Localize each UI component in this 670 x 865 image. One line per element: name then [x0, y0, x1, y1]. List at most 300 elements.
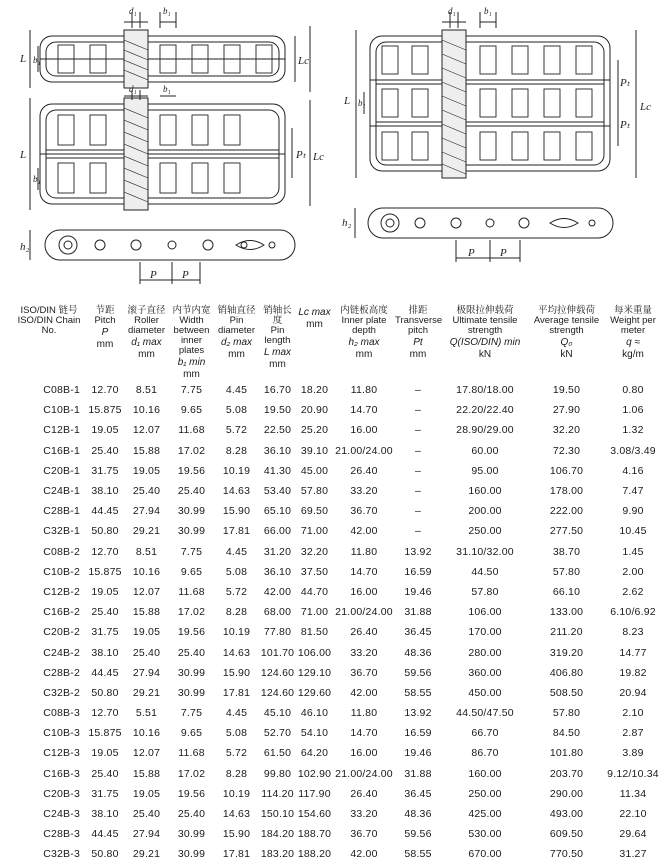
table-cell: 30.99 — [177, 505, 206, 518]
dim-label-Pt: Pₜ — [296, 149, 306, 161]
table-cell: 9.90 — [622, 505, 644, 518]
table-cell: 11.34 — [619, 787, 647, 800]
table-cell: 129.60 — [297, 686, 332, 699]
table-row — [12, 703, 662, 723]
table-cell: 319.20 — [549, 646, 584, 659]
table-row — [12, 642, 662, 662]
table-cell: 19.05 — [132, 464, 161, 477]
table-cell: 44.50 — [471, 565, 499, 578]
column-header-sym: P — [101, 327, 109, 338]
table-cell: – — [414, 525, 422, 538]
table-cell: 21.00/24.00 — [335, 444, 393, 457]
table-cell: 69.50 — [300, 505, 329, 518]
column-header-unit: mm — [269, 359, 286, 370]
table-cell: 5.08 — [225, 727, 248, 740]
table-cell: 7.75 — [180, 707, 203, 720]
header-row — [12, 306, 662, 380]
table-cell: 57.80 — [300, 485, 329, 498]
table-cell: 16.59 — [404, 565, 432, 578]
table-cell: 8.28 — [225, 606, 248, 619]
table-cell: 64.20 — [300, 747, 329, 760]
chain-number-cell: C28B-1 — [43, 505, 80, 518]
table-cell: 38.10 — [91, 808, 119, 821]
table-cell: 2.10 — [622, 707, 644, 720]
table-cell: 22.10 — [619, 808, 647, 821]
table-cell: 44.70 — [300, 585, 329, 598]
column-header-sym: d₁ max — [131, 337, 162, 348]
table-cell: 15.875 — [88, 404, 122, 417]
chain-number-cell: C16B-3 — [43, 767, 80, 780]
dim-label-P-2: P — [182, 269, 189, 281]
chain-number-cell: C08B-3 — [43, 707, 80, 720]
table-cell: 508.50 — [549, 686, 584, 699]
table-cell: 27.94 — [132, 505, 161, 518]
table-cell: 66.10 — [552, 585, 581, 598]
table-row — [12, 521, 662, 541]
table-cell: 31.88 — [404, 606, 432, 619]
table-row — [12, 380, 662, 400]
table-cell: 178.00 — [549, 485, 584, 498]
table-cell: 609.50 — [549, 828, 584, 841]
table-row — [12, 602, 662, 622]
table-header — [12, 306, 662, 380]
table-cell: 7.47 — [622, 485, 644, 498]
table-cell: 14.63 — [222, 646, 251, 659]
table-cell: 770.50 — [549, 848, 584, 861]
table-cell: 493.00 — [549, 808, 584, 821]
table-cell: 4.45 — [225, 545, 248, 558]
table-cell: 160.00 — [468, 767, 502, 780]
table-cell: 1.45 — [622, 545, 644, 558]
column-header-2 — [124, 306, 169, 380]
column-header-en: Inner plate depth — [341, 315, 387, 336]
table-cell: 3.08/3.49 — [610, 444, 656, 457]
chain-number-cell: C20B-1 — [43, 464, 80, 477]
column-header-en: ISO/DIN Chain No. — [17, 315, 81, 336]
table-cell: 12.07 — [132, 585, 161, 598]
table-cell: 31.88 — [404, 767, 432, 780]
table-row — [12, 764, 662, 784]
table-cell: 19.05 — [91, 747, 119, 760]
dim-label-L-duplex: L — [20, 149, 27, 161]
table-cell: 41.30 — [263, 464, 292, 477]
column-header-unit: mm — [409, 349, 427, 360]
table-cell: 45.00 — [300, 464, 329, 477]
column-header-cn: 销轴直径 — [217, 305, 256, 316]
table-cell: 8.51 — [135, 545, 158, 558]
column-header-en: Pin diameter — [218, 315, 255, 336]
column-header-unit: mm — [183, 369, 200, 380]
column-header-en: Pin length — [264, 325, 291, 346]
table-row — [12, 804, 662, 824]
column-header-5 — [259, 306, 296, 380]
table-cell: 12.07 — [132, 747, 161, 760]
table-cell: 250.00 — [468, 787, 502, 800]
table-cell: 38.70 — [552, 545, 581, 558]
table-cell: 15.90 — [222, 666, 251, 679]
table-cell: 61.50 — [263, 747, 292, 760]
table-cell: 9.65 — [180, 727, 203, 740]
table-cell: 124.60 — [260, 666, 295, 679]
dim-label-d1-triplex: d₁ — [448, 6, 456, 16]
dim-label-b1-triplex-top: b₁ — [484, 6, 492, 16]
table-cell: 36.70 — [350, 828, 378, 841]
table-cell: 170.00 — [468, 626, 502, 639]
dim-label-Pt-2: Pₜ — [620, 119, 630, 131]
table-cell: 44.50/47.50 — [456, 707, 514, 720]
chain-number-cell: C32B-1 — [43, 525, 80, 538]
dim-label-b1-triplex: b₁ — [358, 98, 366, 108]
column-header-en: Pitch — [94, 315, 116, 326]
table-cell: 19.05 — [132, 626, 161, 639]
dim-label-b1: b₁ — [33, 55, 41, 65]
table-cell: 11.80 — [350, 545, 378, 558]
table-cell: 10.45 — [619, 525, 647, 538]
table-cell: 102.90 — [297, 767, 332, 780]
table-cell: 27.94 — [132, 666, 161, 679]
table-cell: 0.80 — [622, 384, 644, 397]
chain-number-cell: C10B-1 — [43, 404, 80, 417]
table-row — [12, 420, 662, 440]
table-cell: 9.12/10.34 — [607, 767, 659, 780]
table-cell: 58.55 — [404, 848, 432, 861]
table-cell: 154.60 — [297, 808, 332, 821]
table-cell: 71.00 — [300, 525, 329, 538]
column-header-sym: Q₀ — [560, 337, 573, 348]
table-cell: 114.20 — [261, 787, 294, 800]
table-cell: 16.00 — [350, 585, 378, 598]
table-cell: 14.70 — [350, 565, 378, 578]
table-cell: 29.64 — [619, 828, 647, 841]
table-cell: 10.16 — [132, 727, 161, 740]
table-cell: 54.10 — [300, 727, 329, 740]
column-header-cn: 每米重量 — [613, 305, 652, 316]
table-cell: 30.99 — [177, 848, 206, 861]
dim-label-L-triplex: L — [344, 95, 351, 107]
dim-label-P-triplex: P — [468, 247, 475, 259]
chain-number-cell: C16B-2 — [43, 606, 80, 619]
table-cell: 106.70 — [549, 464, 584, 477]
table-row — [12, 562, 662, 582]
column-header-sym: d₂ max — [220, 337, 253, 348]
column-header-en: Weight per meter — [610, 315, 656, 336]
table-cell: 17.02 — [177, 606, 206, 619]
table-cell: – — [414, 464, 422, 477]
dim-label-b1-duplex: b₁ — [33, 174, 41, 184]
table-cell: 39.10 — [300, 444, 329, 457]
table-cell: 29.21 — [132, 848, 161, 861]
table-cell: 183.20 — [260, 848, 295, 861]
table-cell: 99.80 — [263, 767, 292, 780]
table-cell: 36.45 — [404, 787, 432, 800]
column-header-sym: q ≈ — [626, 337, 640, 348]
table-cell: 36.70 — [350, 505, 378, 518]
table-cell: 30.99 — [177, 666, 206, 679]
table-cell: 31.27 — [619, 848, 647, 861]
table-cell: 37.50 — [300, 565, 329, 578]
table-cell: 3.89 — [622, 747, 644, 760]
table-cell: 66.70 — [471, 727, 499, 740]
dim-label-Lc-triplex: Lc — [640, 101, 651, 113]
table-cell: 60.00 — [471, 444, 499, 457]
column-header-unit: kN — [560, 349, 573, 360]
table-cell: 59.56 — [404, 666, 432, 679]
table-cell: 22.20/22.40 — [456, 404, 514, 417]
table-cell: 5.08 — [225, 565, 248, 578]
table-cell: 10.19 — [222, 464, 251, 477]
table-cell: 65.10 — [263, 505, 292, 518]
table-cell: 14.63 — [222, 485, 251, 498]
table-cell: 20.94 — [619, 686, 647, 699]
table-row — [12, 784, 662, 804]
table-cell: 15.88 — [132, 767, 161, 780]
table-cell: 222.00 — [549, 505, 584, 518]
table-cell: – — [414, 444, 422, 457]
table-cell: 530.00 — [468, 828, 502, 841]
table-cell: 5.51 — [135, 707, 158, 720]
column-header-4 — [214, 306, 259, 380]
table-cell: 670.00 — [468, 848, 502, 861]
table-cell: 203.70 — [549, 767, 584, 780]
table-cell: 31.75 — [91, 787, 119, 800]
table-cell: 106.00 — [297, 646, 332, 659]
table-cell: 11.68 — [178, 424, 205, 437]
column-header-1 — [86, 306, 124, 380]
table-cell: 77.80 — [263, 626, 292, 639]
table-cell: 5.72 — [225, 585, 248, 598]
table-cell: 16.70 — [263, 384, 292, 397]
table-cell: 12.07 — [132, 424, 161, 437]
column-header-cn: 内节内宽 — [172, 305, 211, 316]
table-cell: 360.00 — [468, 666, 502, 679]
chain-number-cell: C12B-2 — [43, 585, 80, 598]
duplex-chain-top-view — [30, 90, 310, 210]
table-cell: 25.40 — [91, 767, 119, 780]
table-cell: 150.10 — [260, 808, 295, 821]
chain-number-cell: C24B-1 — [43, 485, 80, 498]
table-cell: 25.40 — [132, 485, 161, 498]
table-cell: 31.20 — [263, 545, 292, 558]
table-cell: 7.75 — [180, 384, 203, 397]
simplex-chain-top-view — [30, 12, 310, 92]
table-cell: 184.20 — [260, 828, 295, 841]
chain-number-cell: C10B-2 — [43, 565, 80, 578]
column-header-sym: b₁ min — [177, 357, 206, 368]
table-cell: 26.40 — [350, 626, 378, 639]
table-cell: 11.68 — [178, 747, 205, 760]
table-cell: 17.81 — [222, 525, 251, 538]
dim-label-h2-triplex: h₂ — [342, 217, 352, 229]
table-cell: 26.40 — [350, 787, 378, 800]
table-cell: 5.72 — [225, 747, 248, 760]
table-cell: 6.10/6.92 — [610, 606, 656, 619]
table-cell: 31.10/32.00 — [456, 545, 514, 558]
chain-number-cell: C32B-2 — [43, 686, 80, 699]
table-cell: 15.88 — [132, 606, 161, 619]
table-cell: 14.63 — [222, 808, 251, 821]
table-cell: 101.70 — [260, 646, 295, 659]
table-row — [12, 501, 662, 521]
table-cell: 14.70 — [350, 404, 378, 417]
table-cell: 72.30 — [552, 444, 581, 457]
column-header-cn: 极限拉伸载荷 — [456, 305, 514, 316]
column-header-10 — [529, 306, 604, 380]
column-header-unit: mm — [228, 349, 245, 360]
table-cell: 290.00 — [549, 787, 584, 800]
table-cell: 71.00 — [300, 606, 329, 619]
table-cell: 53.40 — [263, 485, 292, 498]
table-cell: 15.875 — [88, 565, 122, 578]
table-cell: 2.00 — [622, 565, 644, 578]
table-row — [12, 683, 662, 703]
dim-label-Lc-duplex: Lc — [313, 151, 324, 163]
table-cell: 42.00 — [350, 848, 378, 861]
table-cell: 27.90 — [552, 404, 581, 417]
table-cell: 8.51 — [135, 384, 158, 397]
dim-label-P: P — [150, 269, 157, 281]
table-cell: 2.62 — [622, 585, 644, 598]
table-cell: 406.80 — [549, 666, 584, 679]
table-row — [12, 481, 662, 501]
table-cell: 280.00 — [468, 646, 502, 659]
column-header-unit: mm — [355, 349, 373, 360]
table-cell: 13.92 — [404, 545, 432, 558]
column-header-cn: 平均拉伸载荷 — [537, 305, 595, 316]
table-cell: 5.72 — [225, 424, 248, 437]
table-cell: 25.20 — [300, 424, 329, 437]
table-cell: 28.90/29.00 — [456, 424, 514, 437]
table-cell: 84.50 — [552, 727, 581, 740]
table-cell: 38.10 — [91, 646, 119, 659]
chain-number-cell: C08B-2 — [43, 545, 80, 558]
table-cell: 160.00 — [468, 485, 502, 498]
table-cell: 30.99 — [177, 525, 206, 538]
table-cell: 25.40 — [91, 444, 119, 457]
column-header-sym: L max — [263, 347, 292, 358]
column-header-unit: mm — [138, 349, 155, 360]
table-cell: 68.00 — [263, 606, 292, 619]
table-row — [12, 542, 662, 562]
column-header-unit: mm — [96, 339, 114, 350]
chain-number-cell: C20B-2 — [43, 626, 80, 639]
table-row — [12, 441, 662, 461]
table-cell: 36.10 — [263, 444, 292, 457]
chain-number-cell: C24B-2 — [43, 646, 80, 659]
column-header-8 — [395, 306, 441, 380]
dim-label-L: L — [20, 53, 27, 65]
table-cell: 31.75 — [91, 464, 119, 477]
dim-label-Lc: Lc — [298, 55, 309, 67]
column-header-sym: Q(ISO/DIN) min — [449, 337, 521, 348]
dim-label-Pt-1: Pₜ — [620, 77, 630, 89]
table-cell: 19.56 — [177, 626, 206, 639]
table-row — [12, 743, 662, 763]
table-row — [12, 461, 662, 481]
column-header-sym: Pt — [413, 337, 423, 348]
simplex-chain-side-view — [30, 230, 295, 284]
column-header-en: Transverse pitch — [395, 315, 443, 336]
table-cell: 17.02 — [177, 444, 206, 457]
table-cell: 57.80 — [552, 707, 581, 720]
table-cell: – — [414, 505, 422, 518]
table-cell: 19.50 — [552, 384, 581, 397]
table-cell: 250.00 — [468, 525, 502, 538]
table-cell: 32.20 — [552, 424, 581, 437]
table-cell: 25.40 — [177, 485, 206, 498]
column-header-6 — [296, 306, 333, 380]
table-cell: 1.06 — [622, 404, 644, 417]
table-cell: 48.36 — [404, 646, 432, 659]
table-cell: 45.10 — [263, 707, 292, 720]
table-cell: 25.40 — [91, 606, 119, 619]
dim-label-h2: h₂ — [20, 241, 30, 253]
table-cell: 38.10 — [91, 485, 119, 498]
column-header-en: Width between inner plates — [173, 315, 210, 356]
table-cell: 211.20 — [550, 626, 583, 639]
table-cell: 4.45 — [225, 384, 248, 397]
dim-label-P-triplex-2: P — [500, 247, 507, 259]
table-cell: 4.45 — [225, 707, 248, 720]
table-cell: 30.99 — [177, 828, 206, 841]
table-cell: 12.70 — [91, 545, 119, 558]
column-header-7 — [333, 306, 395, 380]
column-header-unit: kN — [478, 349, 492, 360]
table-cell: 8.28 — [225, 767, 248, 780]
column-header-cn: 内链板高度 — [340, 305, 388, 316]
table-cell: 44.45 — [91, 505, 119, 518]
table-cell: 21.00/24.00 — [335, 606, 393, 619]
table-cell: 58.55 — [404, 686, 432, 699]
triplex-chain-top-view — [356, 12, 636, 178]
chain-number-cell: C28B-3 — [43, 828, 80, 841]
column-header-cn: 节距 — [95, 305, 115, 316]
table-cell: 81.50 — [300, 626, 329, 639]
column-header-sym: h₂ max — [348, 337, 380, 348]
chain-number-cell: C12B-1 — [43, 424, 80, 437]
table-cell: 17.81 — [222, 848, 251, 861]
table-cell: 57.80 — [471, 585, 499, 598]
table-cell: 32.20 — [300, 545, 329, 558]
chain-number-cell: C32B-3 — [43, 848, 80, 861]
table-cell: 450.00 — [468, 686, 502, 699]
table-cell: 7.75 — [180, 545, 203, 558]
table-cell: 50.80 — [91, 525, 119, 538]
dim-label-d1-duplex: d₁ — [129, 84, 137, 94]
table-cell: 16.00 — [350, 747, 378, 760]
table-cell: 36.45 — [404, 626, 432, 639]
table-row — [12, 400, 662, 420]
table-cell: 33.20 — [350, 808, 378, 821]
table-cell: 12.70 — [91, 707, 119, 720]
table-row — [12, 824, 662, 844]
table-row — [12, 582, 662, 602]
chain-number-cell: C20B-3 — [43, 787, 80, 800]
column-header-cn: 排距 — [408, 305, 428, 316]
table-cell: 9.65 — [180, 404, 203, 417]
table-cell: 27.94 — [132, 828, 161, 841]
table-cell: 19.82 — [619, 666, 647, 679]
table-cell: 188.70 — [297, 828, 332, 841]
table-cell: – — [414, 485, 422, 498]
table-cell: 42.00 — [350, 525, 378, 538]
chain-number-cell: C10B-3 — [43, 727, 80, 740]
table-cell: 14.70 — [350, 727, 378, 740]
chain-number-cell: C12B-3 — [43, 747, 80, 760]
table-cell: 5.08 — [225, 404, 248, 417]
table-cell: 129.10 — [297, 666, 332, 679]
chain-number-cell: C08B-1 — [43, 384, 80, 397]
table-cell: 50.80 — [91, 686, 119, 699]
